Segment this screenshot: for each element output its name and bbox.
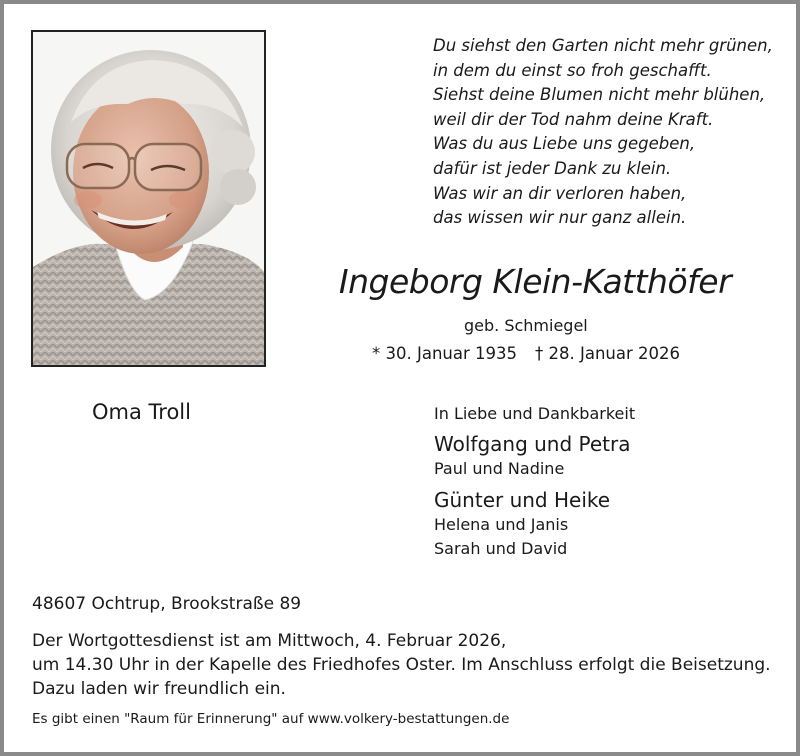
poem-line: das wissen wir nur ganz allein. bbox=[433, 208, 687, 228]
family-member: Sarah und David bbox=[434, 539, 568, 558]
poem-line: weil dir der Tod nahm deine Kraft. bbox=[433, 109, 714, 129]
portrait-photo bbox=[31, 30, 266, 367]
family-group bbox=[434, 487, 635, 561]
family-intro: In Liebe und Dankbarkeit bbox=[434, 404, 636, 423]
birth-date: * 30. Januar 1935 bbox=[372, 344, 518, 363]
service-details bbox=[32, 629, 771, 701]
family-group bbox=[434, 431, 635, 481]
poem-line: Was wir an dir verloren haben, bbox=[433, 183, 687, 203]
poem-line: dafür ist jeder Dank zu klein. bbox=[433, 158, 672, 178]
poem-line: Siehst deine Blumen nicht mehr blühen, bbox=[433, 85, 766, 105]
life-dates bbox=[372, 344, 680, 363]
death-date: † 28. Januar 2026 bbox=[535, 344, 681, 363]
family-group-name: Günter und Heike bbox=[434, 488, 611, 512]
family-member: Helena und Janis bbox=[434, 515, 569, 534]
memorial-website-note: Es gibt einen "Raum für Erinnerung" auf www.volkery-bestattungen.de bbox=[32, 711, 510, 727]
poem-line: in dem du einst so froh geschafft. bbox=[433, 60, 712, 80]
service-line: Dazu laden wir freundlich ein. bbox=[32, 679, 286, 699]
poem bbox=[433, 34, 773, 231]
poem-line: Was du aus Liebe uns gegeben, bbox=[433, 134, 696, 154]
service-line: Der Wortgottesdienst ist am Mittwoch, 4. Februar 2026, bbox=[32, 631, 507, 651]
portrait-illustration bbox=[33, 32, 264, 365]
poem-line: Du siehst den Garten nicht mehr grünen, bbox=[433, 36, 773, 55]
address: 48607 Ochtrup, Brookstraße 89 bbox=[32, 594, 302, 614]
family-signatures bbox=[434, 404, 635, 567]
family-group-name: Wolfgang und Petra bbox=[434, 432, 631, 456]
service-line: um 14.30 Uhr in der Kapelle des Friedhofes Oster. Im Anschluss erfolgt die Beisetzung. bbox=[32, 655, 771, 675]
family-member: Paul und Nadine bbox=[434, 459, 565, 478]
nickname: Oma Troll bbox=[92, 400, 191, 424]
maiden-name: geb. Schmiegel bbox=[464, 316, 588, 335]
deceased-name: Ingeborg Klein-Katthöfer bbox=[338, 262, 732, 301]
